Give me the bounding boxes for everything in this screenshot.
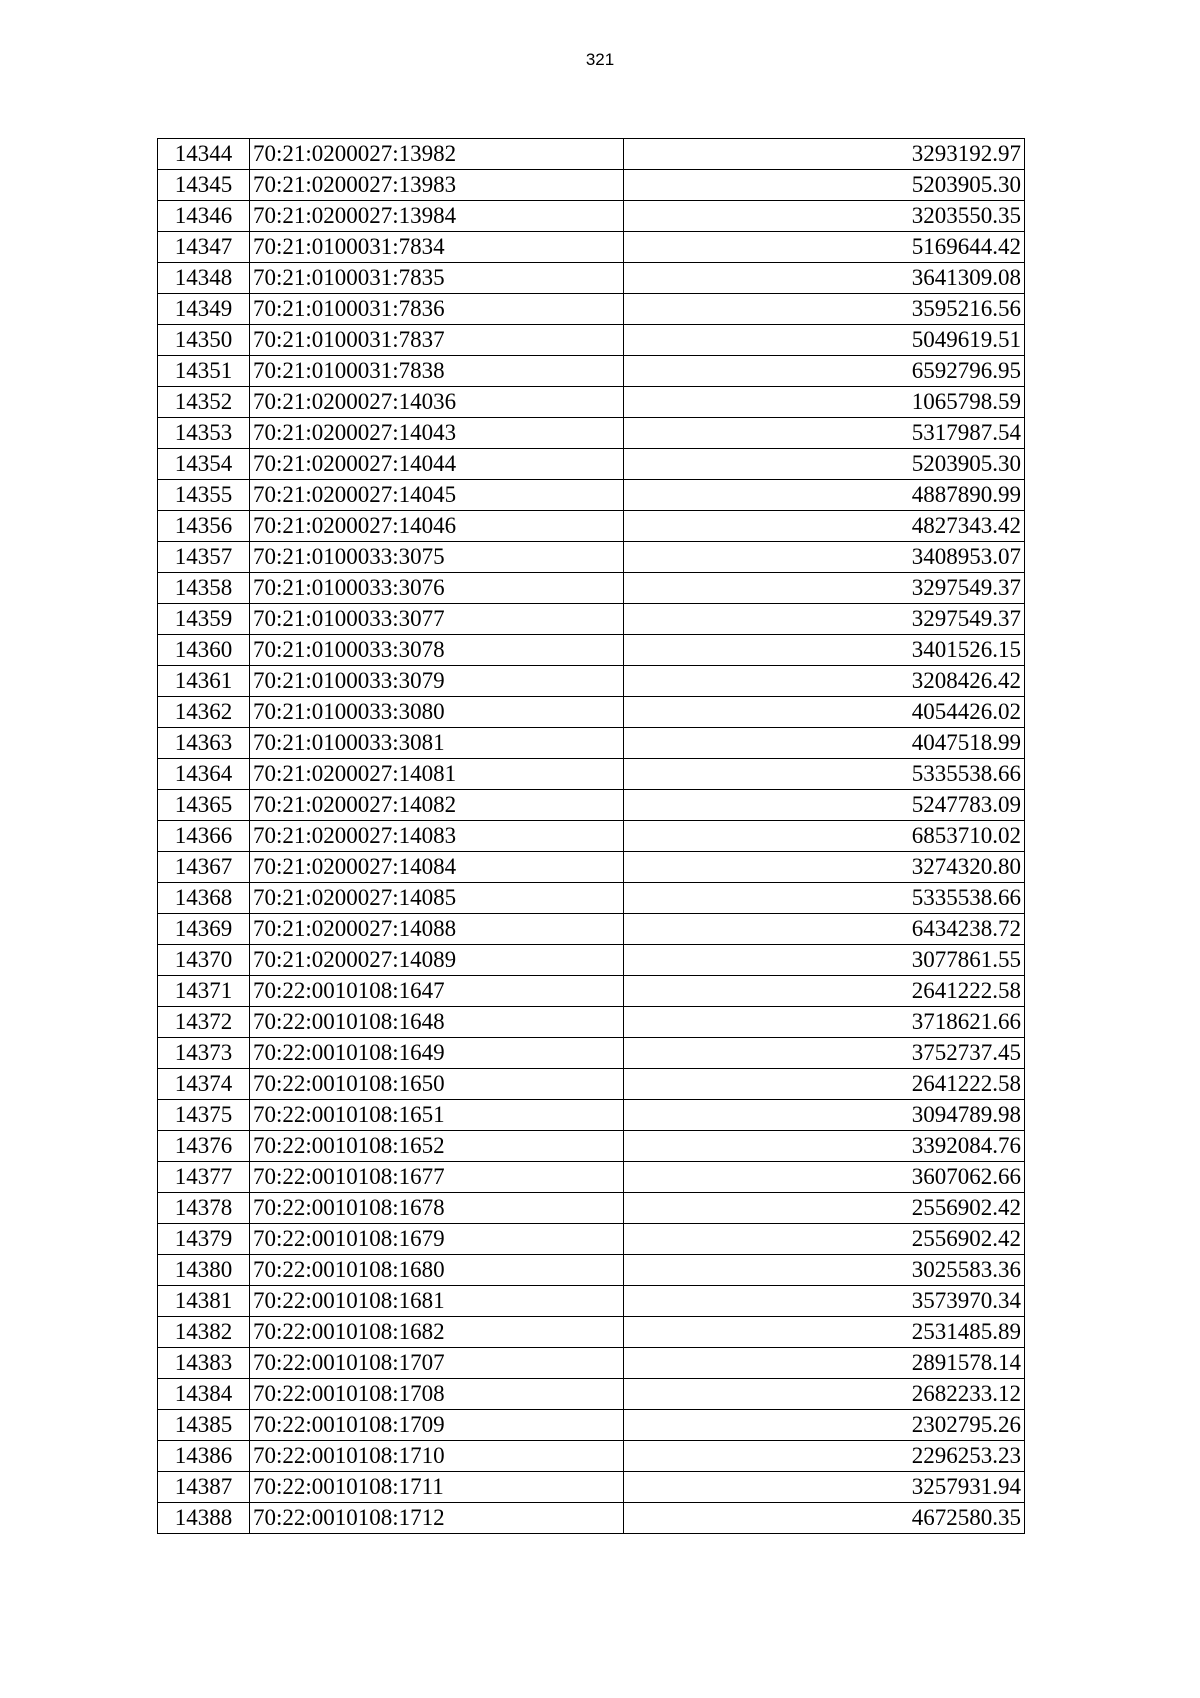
table-row (158, 1255, 1025, 1286)
cadastral-value: 3641309.08 (623, 263, 1024, 294)
table-row (158, 1441, 1025, 1472)
row-number: 14356 (158, 511, 250, 542)
table-row (158, 728, 1025, 759)
cadastral-number: 70:21:0200027:14046 (249, 511, 623, 542)
table-row (158, 945, 1025, 976)
cadastral-number: 70:21:0100031:7836 (249, 294, 623, 325)
cadastral-number: 70:22:0010108:1649 (249, 1038, 623, 1069)
cadastral-value: 1065798.59 (623, 387, 1024, 418)
row-number: 14361 (158, 666, 250, 697)
cadastral-number: 70:21:0200027:14044 (249, 449, 623, 480)
cadastral-value: 3094789.98 (623, 1100, 1024, 1131)
cadastral-number: 70:21:0200027:14036 (249, 387, 623, 418)
table-row (158, 387, 1025, 418)
table-row (158, 1410, 1025, 1441)
table-row (158, 883, 1025, 914)
cadastral-value-table (157, 138, 1025, 1534)
table-row (158, 1069, 1025, 1100)
cadastral-number: 70:21:0200027:14088 (249, 914, 623, 945)
row-number: 14352 (158, 387, 250, 418)
cadastral-value: 4054426.02 (623, 697, 1024, 728)
cadastral-value: 2531485.89 (623, 1317, 1024, 1348)
cadastral-number: 70:21:0200027:14081 (249, 759, 623, 790)
cadastral-number: 70:22:0010108:1709 (249, 1410, 623, 1441)
cadastral-number: 70:22:0010108:1712 (249, 1503, 623, 1534)
cadastral-number: 70:22:0010108:1680 (249, 1255, 623, 1286)
cadastral-value: 3401526.15 (623, 635, 1024, 666)
row-number: 14370 (158, 945, 250, 976)
cadastral-value: 5247783.09 (623, 790, 1024, 821)
cadastral-value: 3203550.35 (623, 201, 1024, 232)
cadastral-number: 70:21:0100031:7838 (249, 356, 623, 387)
cadastral-value: 3595216.56 (623, 294, 1024, 325)
cadastral-number: 70:21:0200027:13984 (249, 201, 623, 232)
table-row (158, 573, 1025, 604)
row-number: 14373 (158, 1038, 250, 1069)
cadastral-number: 70:22:0010108:1682 (249, 1317, 623, 1348)
table-row (158, 666, 1025, 697)
table-row (158, 325, 1025, 356)
row-number: 14386 (158, 1441, 250, 1472)
row-number: 14366 (158, 821, 250, 852)
row-number: 14355 (158, 480, 250, 511)
cadastral-number: 70:22:0010108:1651 (249, 1100, 623, 1131)
table-row (158, 480, 1025, 511)
cadastral-number: 70:22:0010108:1652 (249, 1131, 623, 1162)
cadastral-number: 70:21:0100031:7837 (249, 325, 623, 356)
cadastral-value: 3752737.45 (623, 1038, 1024, 1069)
row-number: 14369 (158, 914, 250, 945)
row-number: 14382 (158, 1317, 250, 1348)
cadastral-value: 5203905.30 (623, 449, 1024, 480)
table-row (158, 1224, 1025, 1255)
cadastral-number: 70:22:0010108:1678 (249, 1193, 623, 1224)
cadastral-number: 70:22:0010108:1679 (249, 1224, 623, 1255)
cadastral-value: 3718621.66 (623, 1007, 1024, 1038)
cadastral-value: 6592796.95 (623, 356, 1024, 387)
cadastral-number: 70:21:0100033:3080 (249, 697, 623, 728)
table-row (158, 139, 1025, 170)
table-row (158, 418, 1025, 449)
cadastral-number: 70:22:0010108:1707 (249, 1348, 623, 1379)
table-body (158, 139, 1025, 1534)
cadastral-value: 3297549.37 (623, 604, 1024, 635)
row-number: 14358 (158, 573, 250, 604)
row-number: 14349 (158, 294, 250, 325)
cadastral-number: 70:22:0010108:1681 (249, 1286, 623, 1317)
row-number: 14353 (158, 418, 250, 449)
cadastral-value: 4827343.42 (623, 511, 1024, 542)
cadastral-value: 3025583.36 (623, 1255, 1024, 1286)
cadastral-value: 3208426.42 (623, 666, 1024, 697)
row-number: 14374 (158, 1069, 250, 1100)
cadastral-number: 70:22:0010108:1650 (249, 1069, 623, 1100)
row-number: 14367 (158, 852, 250, 883)
table-row (158, 201, 1025, 232)
cadastral-value: 3274320.80 (623, 852, 1024, 883)
cadastral-number: 70:21:0200027:14085 (249, 883, 623, 914)
cadastral-number: 70:21:0200027:13983 (249, 170, 623, 201)
row-number: 14351 (158, 356, 250, 387)
table-row (158, 976, 1025, 1007)
table-row (158, 697, 1025, 728)
row-number: 14362 (158, 697, 250, 728)
cadastral-number: 70:21:0100033:3077 (249, 604, 623, 635)
table-row (158, 1131, 1025, 1162)
row-number: 14379 (158, 1224, 250, 1255)
table-row (158, 1286, 1025, 1317)
cadastral-value: 6853710.02 (623, 821, 1024, 852)
table-row (158, 170, 1025, 201)
row-number: 14359 (158, 604, 250, 635)
cadastral-value: 3293192.97 (623, 139, 1024, 170)
cadastral-value: 3392084.76 (623, 1131, 1024, 1162)
cadastral-value: 4887890.99 (623, 480, 1024, 511)
cadastral-value: 4047518.99 (623, 728, 1024, 759)
cadastral-number: 70:21:0100033:3076 (249, 573, 623, 604)
cadastral-value: 4672580.35 (623, 1503, 1024, 1534)
cadastral-number: 70:21:0100031:7834 (249, 232, 623, 263)
cadastral-number: 70:21:0200027:14084 (249, 852, 623, 883)
row-number: 14383 (158, 1348, 250, 1379)
row-number: 14365 (158, 790, 250, 821)
table-row (158, 759, 1025, 790)
table-row (158, 604, 1025, 635)
cadastral-number: 70:22:0010108:1708 (249, 1379, 623, 1410)
cadastral-number: 70:21:0200027:14082 (249, 790, 623, 821)
row-number: 14378 (158, 1193, 250, 1224)
cadastral-value: 3257931.94 (623, 1472, 1024, 1503)
cadastral-number: 70:21:0100033:3081 (249, 728, 623, 759)
table-row (158, 511, 1025, 542)
row-number: 14350 (158, 325, 250, 356)
table-row (158, 1162, 1025, 1193)
cadastral-value: 3077861.55 (623, 945, 1024, 976)
table-row (158, 1317, 1025, 1348)
row-number: 14357 (158, 542, 250, 573)
row-number: 14380 (158, 1255, 250, 1286)
cadastral-value: 5049619.51 (623, 325, 1024, 356)
table-row (158, 542, 1025, 573)
cadastral-value: 2556902.42 (623, 1224, 1024, 1255)
row-number: 14360 (158, 635, 250, 666)
cadastral-value: 6434238.72 (623, 914, 1024, 945)
table-row (158, 790, 1025, 821)
row-number: 14364 (158, 759, 250, 790)
row-number: 14345 (158, 170, 250, 201)
page-number: 321 (585, 50, 615, 69)
cadastral-number: 70:22:0010108:1647 (249, 976, 623, 1007)
cadastral-number: 70:21:0200027:14089 (249, 945, 623, 976)
row-number: 14372 (158, 1007, 250, 1038)
cadastral-number: 70:21:0200027:13982 (249, 139, 623, 170)
row-number: 14375 (158, 1100, 250, 1131)
cadastral-number: 70:22:0010108:1677 (249, 1162, 623, 1193)
cadastral-value: 5203905.30 (623, 170, 1024, 201)
row-number: 14376 (158, 1131, 250, 1162)
row-number: 14368 (158, 883, 250, 914)
table-row (158, 1100, 1025, 1131)
cadastral-number: 70:21:0100031:7835 (249, 263, 623, 294)
table-row (158, 914, 1025, 945)
cadastral-value: 2641222.58 (623, 1069, 1024, 1100)
row-number: 14363 (158, 728, 250, 759)
row-number: 14346 (158, 201, 250, 232)
cadastral-value: 5335538.66 (623, 883, 1024, 914)
table-row (158, 1379, 1025, 1410)
cadastral-value: 2682233.12 (623, 1379, 1024, 1410)
cadastral-number: 70:22:0010108:1648 (249, 1007, 623, 1038)
cadastral-number: 70:21:0100033:3079 (249, 666, 623, 697)
row-number: 14371 (158, 976, 250, 1007)
cadastral-value: 3408953.07 (623, 542, 1024, 573)
table-row (158, 1038, 1025, 1069)
cadastral-number: 70:21:0100033:3078 (249, 635, 623, 666)
row-number: 14384 (158, 1379, 250, 1410)
cadastral-value: 5169644.42 (623, 232, 1024, 263)
row-number: 14385 (158, 1410, 250, 1441)
cadastral-number: 70:22:0010108:1711 (249, 1472, 623, 1503)
cadastral-value: 5317987.54 (623, 418, 1024, 449)
cadastral-value: 2891578.14 (623, 1348, 1024, 1379)
cadastral-value: 3297549.37 (623, 573, 1024, 604)
table-row (158, 294, 1025, 325)
table-row (158, 263, 1025, 294)
cadastral-number: 70:21:0200027:14045 (249, 480, 623, 511)
table-row (158, 1007, 1025, 1038)
table-row (158, 635, 1025, 666)
cadastral-number: 70:22:0010108:1710 (249, 1441, 623, 1472)
cadastral-number: 70:21:0200027:14083 (249, 821, 623, 852)
cadastral-value: 5335538.66 (623, 759, 1024, 790)
table-row (158, 356, 1025, 387)
cadastral-value: 2296253.23 (623, 1441, 1024, 1472)
table-row (158, 1348, 1025, 1379)
table-row (158, 449, 1025, 480)
table-row (158, 821, 1025, 852)
table-row (158, 852, 1025, 883)
row-number: 14387 (158, 1472, 250, 1503)
cadastral-number: 70:21:0200027:14043 (249, 418, 623, 449)
row-number: 14347 (158, 232, 250, 263)
row-number: 14344 (158, 139, 250, 170)
row-number: 14381 (158, 1286, 250, 1317)
cadastral-value: 3607062.66 (623, 1162, 1024, 1193)
row-number: 14377 (158, 1162, 250, 1193)
cadastral-value: 2556902.42 (623, 1193, 1024, 1224)
table-row (158, 1472, 1025, 1503)
row-number: 14388 (158, 1503, 250, 1534)
cadastral-value: 2302795.26 (623, 1410, 1024, 1441)
table-row (158, 232, 1025, 263)
cadastral-value: 3573970.34 (623, 1286, 1024, 1317)
table-row (158, 1193, 1025, 1224)
cadastral-value: 2641222.58 (623, 976, 1024, 1007)
cadastral-number: 70:21:0100033:3075 (249, 542, 623, 573)
table-row (158, 1503, 1025, 1534)
row-number: 14354 (158, 449, 250, 480)
row-number: 14348 (158, 263, 250, 294)
